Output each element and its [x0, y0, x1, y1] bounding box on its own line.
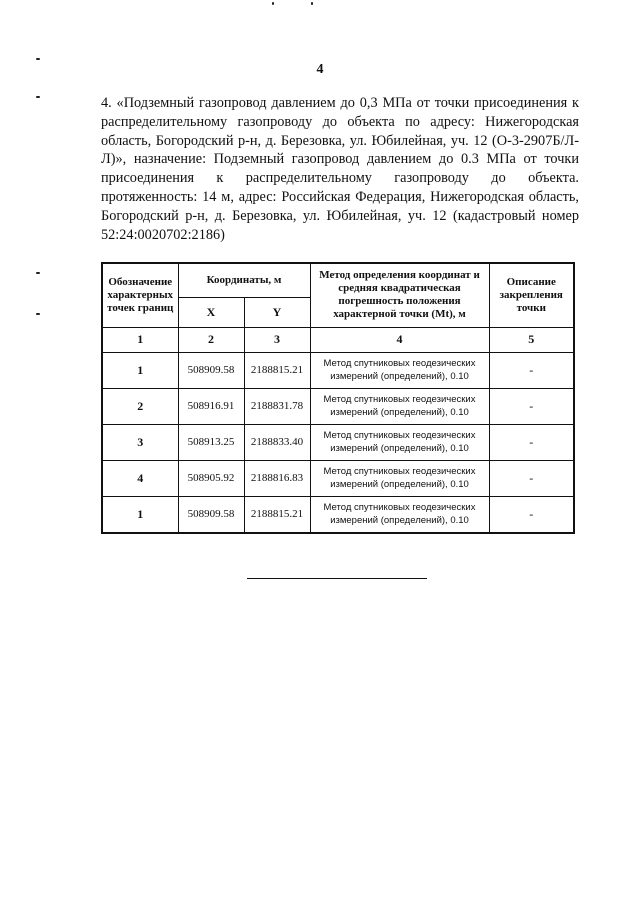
x-coordinate: 508913.25 — [178, 424, 244, 460]
table-row — [102, 460, 574, 496]
table-row — [102, 424, 574, 460]
scan-speck — [272, 2, 274, 5]
fixing-description: - — [489, 460, 574, 496]
header-coordinates: Координаты, м — [178, 263, 310, 297]
table-row — [102, 388, 574, 424]
column-number: 5 — [489, 327, 574, 352]
fixing-description: - — [489, 424, 574, 460]
fixing-description: - — [489, 388, 574, 424]
method-description: Метод спутниковых геодезических измерений (определений), 0.10 — [310, 352, 489, 388]
column-number: 4 — [310, 327, 489, 352]
scan-speck — [36, 313, 40, 315]
header-x: X — [178, 297, 244, 327]
y-coordinate: 2188831.78 — [244, 388, 310, 424]
y-coordinate: 2188815.21 — [244, 496, 310, 533]
x-coordinate: 508916.91 — [178, 388, 244, 424]
x-coordinate: 508905.92 — [178, 460, 244, 496]
point-number: 2 — [102, 388, 178, 424]
method-description: Метод спутниковых геодезических измерений (определений), 0.10 — [310, 388, 489, 424]
column-number: 1 — [102, 327, 178, 352]
y-coordinate: 2188833.40 — [244, 424, 310, 460]
column-number: 2 — [178, 327, 244, 352]
column-number: 3 — [244, 327, 310, 352]
table-row — [102, 496, 574, 533]
header-y: Y — [244, 297, 310, 327]
method-description: Метод спутниковых геодезических измерений (определений), 0.10 — [310, 424, 489, 460]
header-method: Метод определения координат и средняя квадратическая погрешность положения характерной точки (Mt), м — [310, 263, 489, 327]
point-number: 4 — [102, 460, 178, 496]
coordinates-table — [101, 262, 575, 534]
y-coordinate: 2188815.21 — [244, 352, 310, 388]
scan-speck — [36, 58, 40, 60]
table-row — [102, 352, 574, 388]
point-number: 1 — [102, 496, 178, 533]
x-coordinate: 508909.58 — [178, 352, 244, 388]
point-number: 1 — [102, 352, 178, 388]
page-number: 4 — [316, 62, 324, 77]
x-coordinate: 508909.58 — [178, 496, 244, 533]
end-of-section-rule — [247, 578, 427, 579]
method-description: Метод спутниковых геодезических измерений (определений), 0.10 — [310, 460, 489, 496]
fixing-description: - — [489, 496, 574, 533]
scan-speck — [36, 272, 40, 274]
header-point-designation: Обозначение характерных точек границ — [102, 263, 178, 327]
y-coordinate: 2188816.83 — [244, 460, 310, 496]
method-description: Метод спутниковых геодезических измерений (определений), 0.10 — [310, 496, 489, 533]
fixing-description: - — [489, 352, 574, 388]
body-paragraph: 4. «Подземный газопровод давлением до 0,3 МПа от точки присоединения к распределительному газопроводу до объекта по адресу: Нижегородская область, Богородский р-н, д. Березовка, ул. Юбилейная, уч. 12 (О-3-2907Б/Л-Л)», назначение: Подземный газопровод давлением до 0.3 МПа от точки присоединения к распределительному газопроводу до объекта. протяженность: 14 м, адрес: Российская Федерация, Нижегородская область, Богородский р-н, д. Березовка, ул. Юбилейная, уч. 12 (кадастровый номер 52:24:0020702:2186) — [101, 95, 579, 243]
scan-speck — [311, 2, 313, 5]
header-fixing-description: Описание закрепления точки — [489, 263, 574, 327]
point-number: 3 — [102, 424, 178, 460]
scan-speck — [36, 96, 40, 98]
